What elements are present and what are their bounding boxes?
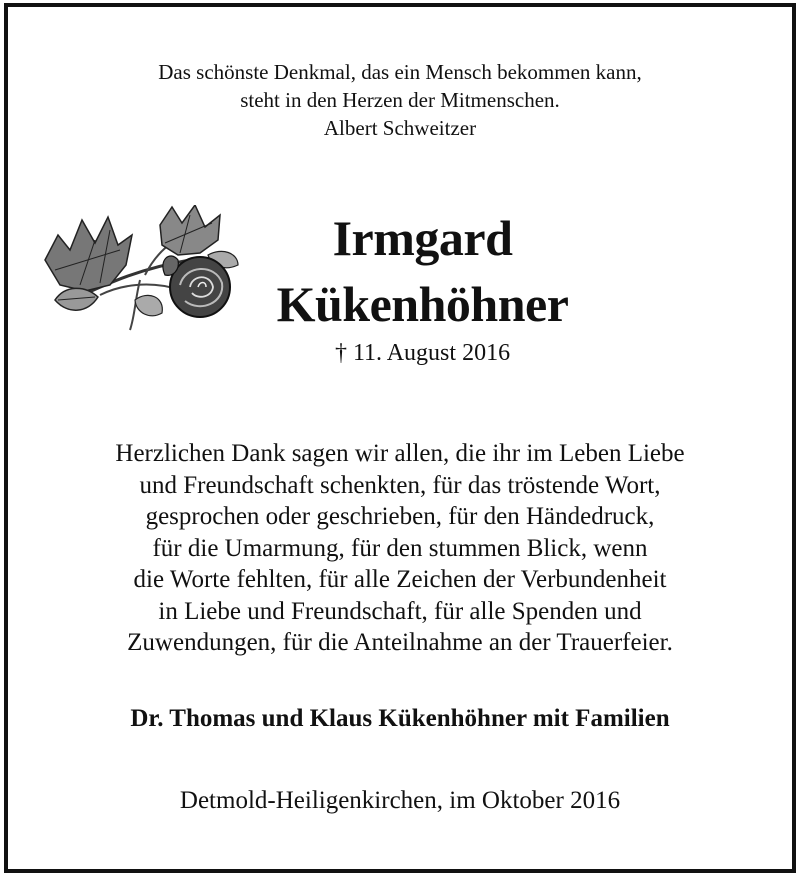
deceased-last-name: Kükenhöhner: [276, 276, 569, 332]
death-date: † 11. August 2016: [334, 340, 511, 366]
thanks-line: die Worte fehlten, für alle Zeichen der Verbundenheit: [133, 566, 667, 593]
signatories: Dr. Thomas und Klaus Kükenhöhner mit Familien: [130, 705, 670, 732]
place-and-date: Detmold-Heiligenkirchen, im Oktober 2016: [179, 787, 621, 814]
deceased-first-name: Irmgard: [332, 210, 513, 266]
rose-illustration: [40, 205, 240, 335]
quote-author: Albert Schweitzer: [323, 116, 477, 140]
thanks-line: für die Umarmung, für den stummen Blick, wenn: [152, 534, 648, 562]
thanks-line: Zuwendungen, für die Anteilnahme an der Trauerfeier.: [127, 629, 673, 656]
thanks-line: gesprochen oder geschrieben, für den Händedruck,: [145, 503, 655, 530]
quote-block: [0, 58, 800, 142]
quote-line-2: steht in den Herzen der Mitmenschen.: [240, 88, 560, 112]
quote-line-1: Das schönste Denkmal, das ein Mensch bekommen kann,: [158, 60, 642, 84]
rose-with-leaves-icon: [40, 205, 240, 335]
thanks-line: Herzlichen Dank sagen wir allen, die ihr im Leben Liebe: [115, 440, 685, 467]
thanks-line: in Liebe und Freundschaft, für alle Spenden und: [158, 597, 642, 625]
thanks-line: und Freundschaft schenkten, für das tröstende Wort,: [139, 471, 661, 499]
thanks-paragraph: [0, 438, 800, 659]
